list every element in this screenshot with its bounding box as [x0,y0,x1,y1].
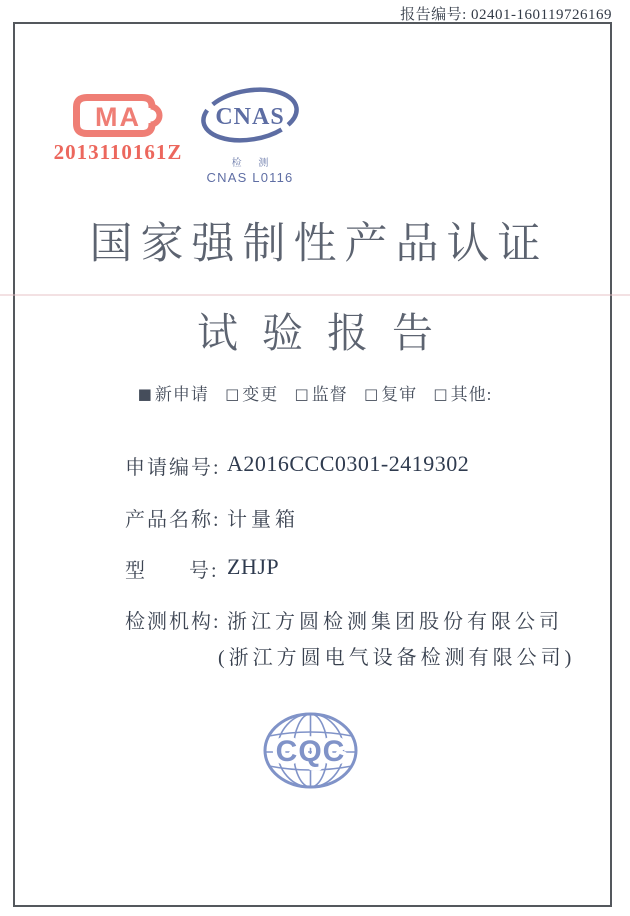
checkbox-change [225,385,278,404]
cqc-letters: CQC [275,735,346,768]
checkbox-new-application [138,385,209,404]
checkbox-unchecked-icon: □ [363,385,380,403]
cqc-logo-icon [262,711,359,791]
report-title-line1: 国家强制性产品认证 [89,221,549,268]
cma-logo-icon [72,93,165,138]
checkbox-label-supervision: 监督 [311,385,348,404]
cnas-subtext-jianceh: 检 测 [231,158,276,169]
scan-artifact-line [0,294,630,296]
cma-accreditation-code: 2013110161Z [53,140,183,164]
checkbox-unchecked-icon: □ [294,385,310,403]
checkbox-unchecked-icon: □ [433,385,449,403]
checkbox-supervision [295,385,348,404]
cma-right-tab [151,107,160,125]
cnas-letters: CNAS [215,104,285,130]
report-title-line2: 试验报告 [197,310,457,356]
checkbox-unchecked-icon: □ [225,385,241,403]
cnas-lab-number: CNAS L0116 [206,170,294,185]
field-row-application-number [125,451,469,480]
cnas-logo-icon [197,86,303,148]
testing-agency-value-line1: 浙江方圆检测集团股份有限公司 [227,611,563,633]
model-number-value: ZHJP [227,554,280,579]
checkbox-other [433,385,492,404]
checkbox-checked-icon: ■ [137,385,153,403]
product-name-label: 产品名称: [125,509,221,531]
testing-agency-values [218,605,576,670]
cma-letters: MA [95,102,141,132]
checkbox-review [364,385,417,404]
application-number-label: 申请编号: [125,457,221,479]
field-row-model-number [125,554,279,583]
model-number-label: 型 号: [125,560,219,582]
field-row-product-name [125,503,299,532]
field-row-testing-agency [125,605,575,670]
report-number-line [400,3,612,24]
application-type-row [0,380,630,405]
report-number-value: 02401-160119726169 [471,7,612,23]
checkbox-label-other: 其他: [450,385,493,404]
testing-agency-label: 检测机构: [125,611,221,633]
cnas-logo-block [194,86,306,185]
checkbox-label-change: 变更 [242,385,279,404]
checkbox-label-new-application: 新申请 [154,385,209,404]
testing-agency-value-line2: (浙江方圆电气设备检测有限公司) [218,647,576,669]
product-name-value: 计量箱 [227,509,299,531]
checkbox-label-review: 复审 [381,385,418,404]
report-number-label: 报告编号: [400,7,467,23]
application-number-value: A2016CCC0301-2419302 [227,451,470,476]
